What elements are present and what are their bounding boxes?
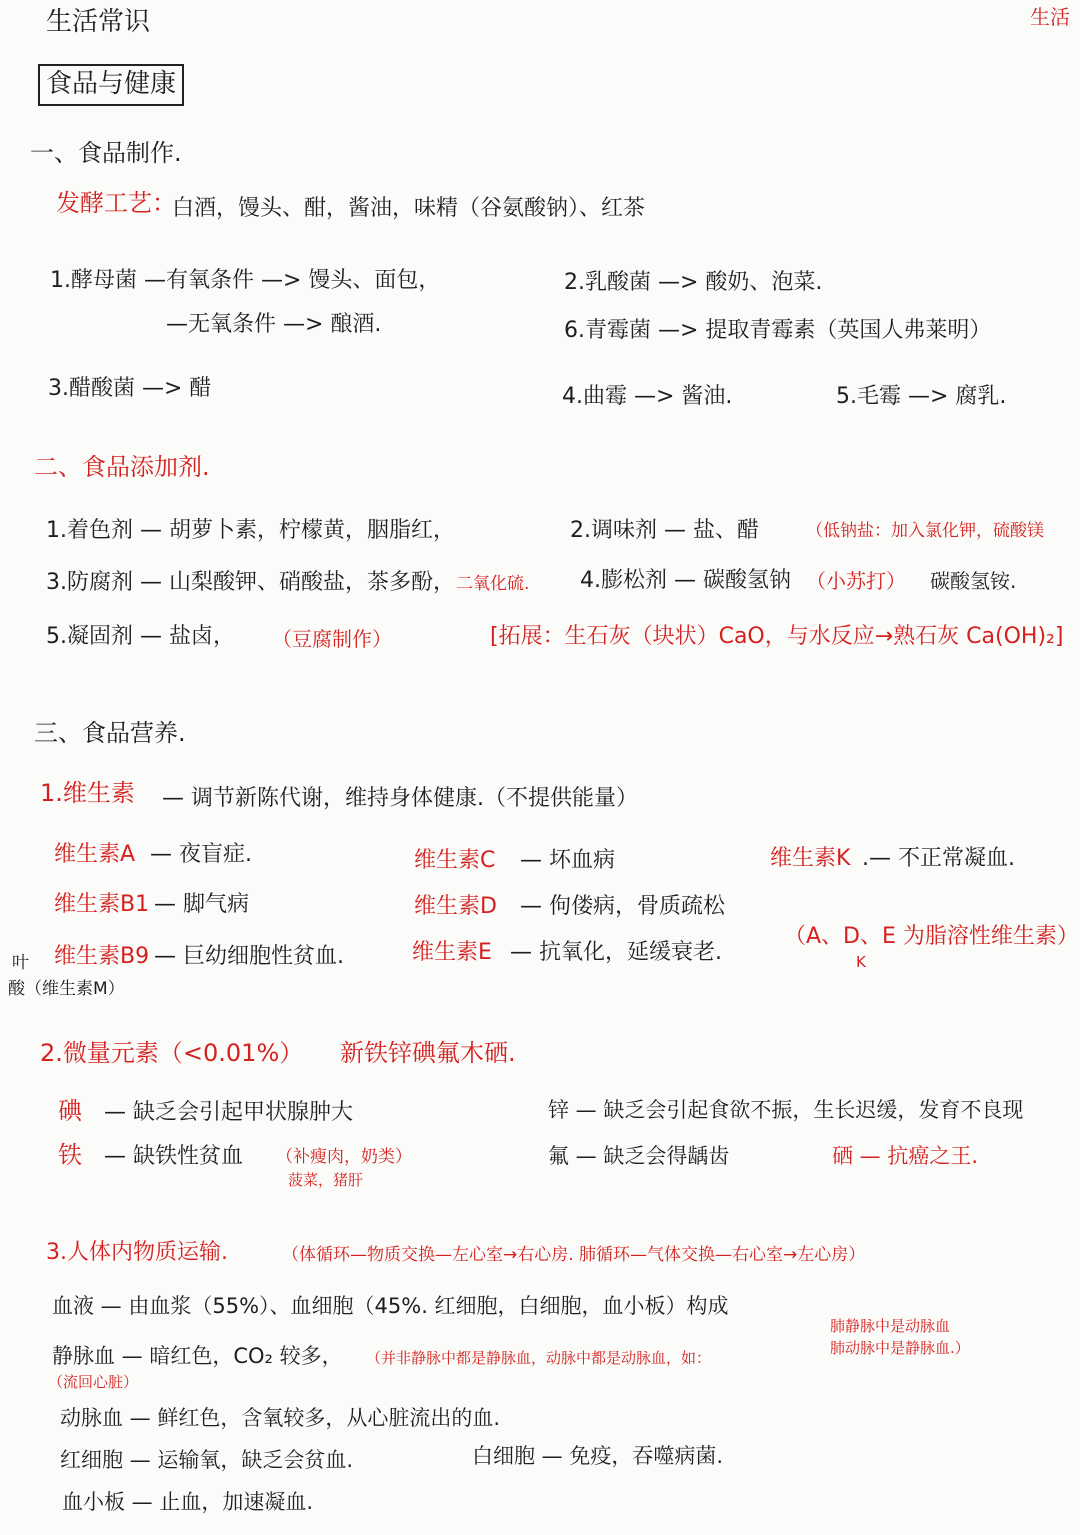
platelet-line: 血小板 — 止血，加速凝血. (62, 1490, 314, 1514)
coagulant-note: （豆腐制作） (272, 627, 392, 651)
venous-note-a: 肺静脉中是动脉血 (830, 1317, 951, 1335)
leavening-tail: 碳酸氢铵. (930, 569, 1017, 593)
folate-label-b: 酸（维生素M） (8, 979, 125, 999)
ferment-label: 发酵工艺： (56, 189, 176, 217)
vitamin-b1-label: 维生素B1 (54, 892, 150, 917)
flavor-note: （低钠盐：加入氯化钾，硫酸镁 (806, 521, 1044, 541)
venous-note-b: 肺动脉中是静脉血.） (830, 1339, 970, 1357)
trace-element-mnemonic: 新铁锌碘氟木硒. (340, 1039, 516, 1067)
trace-element-title: 2.微量元素（<0.01%） (40, 1039, 304, 1067)
iodine-label: 碘 (58, 1097, 82, 1125)
section-box-title: 食品与健康 (38, 64, 184, 106)
iron-note: （补瘦肉，奶类） (276, 1147, 412, 1167)
rbc-line: 红细胞 — 运输氧，缺乏会贫血. (60, 1448, 354, 1472)
page-title: 生活常识 (46, 7, 151, 37)
vitamin-desc: — 调节新陈代谢，维持身体健康.（不提供能量） (162, 786, 638, 811)
preservative-note: 二氧化硫. (456, 574, 530, 594)
acetic-line: 3.醋酸菌 —> 醋 (48, 376, 212, 401)
corner-tag: 生活 (1030, 5, 1070, 29)
venous-sub-note: （流回心脏） (48, 1373, 139, 1391)
fat-soluble-k: K (856, 953, 866, 971)
vitamin-e: — 抗氧化，延缓衰老. (510, 940, 722, 965)
arterial-line: 动脉血 — 鲜红色，含氧较多，从心脏流出的血. (60, 1406, 501, 1430)
leavening-line: 4.膨松剂 — 碳酸氢钠 (580, 568, 791, 593)
folate-label-a: 叶 (12, 953, 29, 973)
vitamin-k-label: 维生素K (770, 846, 851, 871)
colorant-line: 1.着色剂 — 胡萝卜素，柠檬黄，胭脂红， (46, 518, 455, 543)
heading-nutrition: 三、食品营养. (34, 719, 186, 747)
extension-note: [拓展：生石灰（块状）CaO，与水反应→熟石灰 Ca(OH)₂] (490, 624, 1064, 649)
iron-label: 铁 (58, 1141, 82, 1169)
vitamin-c: — 坏血病 (520, 848, 615, 873)
heading-food-making: 一、食品制作. (30, 139, 182, 167)
vitamin-a-label: 维生素A (54, 842, 136, 867)
venous-note: （并非静脉中都是静脉血，动脉中都是动脉血，如： (366, 1349, 712, 1367)
flavor-line: 2.调味剂 — 盐、醋 (570, 518, 759, 543)
wbc-line: 白细胞 — 免疫，吞噬病菌. (472, 1444, 724, 1468)
leavening-note: （小苏打） (806, 569, 906, 593)
vitamin-k: .— 不正常凝血. (862, 846, 1015, 871)
fat-soluble-note: （A、D、E 为脂溶性维生素） (784, 924, 1079, 949)
transport-note: （体循环—物质交换—左心室→右心房. 肺循环—气体交换—右心室→左心房） (282, 1245, 866, 1265)
blood-line: 血液 — 由血浆（55%）、血细胞（45%. 红细胞，白细胞，血小板）构成 (52, 1294, 729, 1318)
zinc-line: 锌 — 缺乏会引起食欲不振，生长迟缓，发育不良现 (548, 1098, 1024, 1122)
aspergillus-line: 4.曲霉 —> 酱油. (562, 384, 733, 409)
selenium-line: 硒 — 抗癌之王. (832, 1144, 979, 1168)
yeast-line: 1.酵母菌 —有氧条件 —> 馒头、面包， (50, 268, 441, 293)
vitamin-d: — 佝偻病，骨质疏松 (520, 894, 725, 919)
vitamin-b1: — 脚气病 (154, 892, 249, 917)
lactic-line: 2.乳酸菌 —> 酸奶、泡菜. (564, 270, 823, 295)
iodine-line: — 缺乏会引起甲状腺肿大 (104, 1100, 353, 1125)
vitamin-e-label: 维生素E (412, 940, 492, 965)
iron-line: — 缺铁性贫血 (104, 1144, 243, 1169)
venous-line: 静脉血 — 暗红色，CO₂ 较多， (52, 1344, 343, 1368)
vitamin-a: — 夜盲症. (150, 842, 252, 867)
vitamin-b9: — 巨幼细胞性贫血. (154, 944, 344, 969)
yeast-line-2: —无氧条件 —> 酿酒. (166, 312, 382, 337)
iron-note-2: 菠菜，猪肝 (288, 1171, 364, 1189)
preservative-line: 3.防腐剂 — 山梨酸钾、硝酸盐，茶多酚， (46, 570, 455, 595)
mucor-line: 5.毛霉 —> 腐乳. (836, 384, 1007, 409)
coagulant-line: 5.凝固剂 — 盐卤， (46, 624, 235, 649)
vitamin-title: 1.维生素 (40, 779, 135, 807)
fluorine-line: 氟 — 缺乏会得龋齿 (548, 1144, 730, 1168)
penicillium-line: 6.青霉菌 —> 提取青霉素（英国人弗莱明） (564, 318, 992, 343)
heading-additives: 二、食品添加剂. (34, 453, 210, 481)
vitamin-c-label: 维生素C (414, 848, 496, 873)
vitamin-d-label: 维生素D (414, 894, 497, 919)
vitamin-b9-label: 维生素B9 (54, 944, 150, 969)
ferment-items: 白酒，馒头、酣，酱油，味精（谷氨酸钠）、红茶 (172, 196, 646, 221)
transport-title: 3.人体内物质运输. (46, 1240, 228, 1265)
